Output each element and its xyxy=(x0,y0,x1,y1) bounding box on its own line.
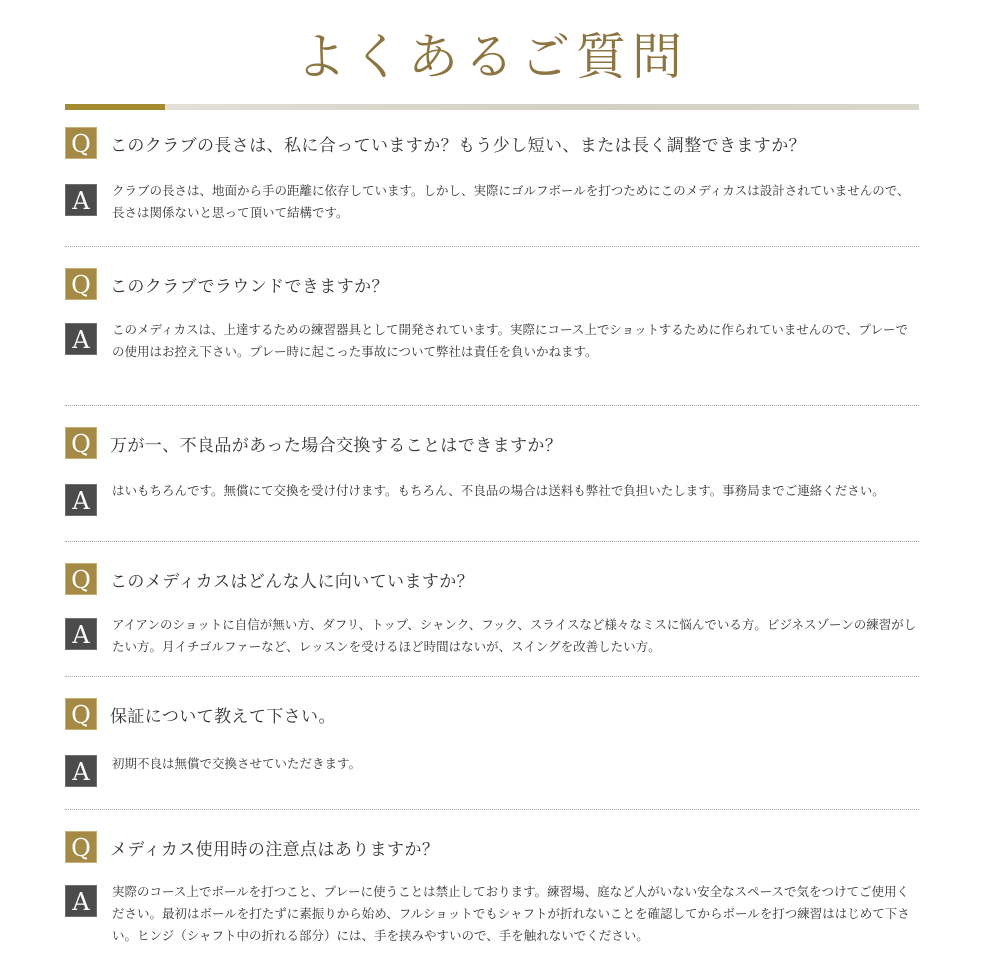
title-divider xyxy=(65,104,919,110)
faq-question-row xyxy=(65,562,919,596)
faq-question: このクラブでラウンドできますか？ xyxy=(110,276,389,297)
faq-question-row xyxy=(65,126,919,160)
faq-question-row xyxy=(65,830,919,864)
faq-question-row xyxy=(65,426,919,460)
faq-list xyxy=(65,126,919,947)
faq-question: メディカス使用時の注意点はありますか？ xyxy=(110,839,440,860)
answer-badge: A xyxy=(65,618,97,650)
question-badge: Q xyxy=(65,563,97,595)
faq-answer: アイアンのショットに自信が無い方、ダフリ、トップ、シャンク、フック、スライスなど様々なミスに悩んでいる方。ビジネスゾーンの練習がしたい方。月イチゴルファーなど、レッスンを受けるほど時間はないが、スイングを改善したい方。 xyxy=(112,617,917,654)
title-divider-accent xyxy=(65,104,165,110)
faq-answer: 初期不良は無償で交換させていただきます。 xyxy=(112,756,362,771)
question-badge: Q xyxy=(65,698,97,730)
faq-item xyxy=(65,126,919,247)
faq-answer-row xyxy=(65,751,919,787)
answer-badge: A xyxy=(65,755,97,787)
answer-badge: A xyxy=(65,885,97,917)
answer-badge: A xyxy=(65,484,97,516)
faq-item xyxy=(65,426,919,542)
faq-item xyxy=(65,697,919,810)
faq-answer-row xyxy=(65,180,919,224)
faq-question: 万が一、不良品があった場合交換することはできますか？ xyxy=(110,435,563,456)
faq-answer: 実際のコース上でボールを打つこと、プレーに使うことは禁止しております。練習場、庭など人がいない安全なスペースで気をつけてご使用ください。最初はボールを打たずに素振りから始め、フルショットでもシャフトが折れないことを確認してからボールを打つ練習ははじめて下さい。ヒンジ（シャフト中の折れる部分）には、手を挟みやすいので、手を触れないでください。 xyxy=(112,884,910,943)
page-title: よくあるご質問 xyxy=(296,28,688,86)
faq-answer-row xyxy=(65,614,919,658)
question-badge: Q xyxy=(65,127,97,159)
faq-answer: このメディカスは、上達するための練習器具として開発されています。実際にコース上でショットするために作られていませんので、プレーでの使用はお控え下さい。プレー時に起こった事故について弊社は責任を負いかねます。 xyxy=(112,322,909,359)
faq-question: 保証について教えて下さい。 xyxy=(110,706,336,727)
faq-question: このクラブの長さは、私に合っていますか？もう少し短い、または長く調整できますか？ xyxy=(110,135,806,156)
faq-question-row xyxy=(65,697,919,731)
question-badge: Q xyxy=(65,831,97,863)
faq-answer-row xyxy=(65,480,919,516)
answer-badge: A xyxy=(65,323,97,355)
answer-badge: A xyxy=(65,184,97,216)
faq-question: このメディカスはどんな人に向いていますか？ xyxy=(110,571,475,592)
question-badge: Q xyxy=(65,268,97,300)
faq-item xyxy=(65,267,919,406)
faq-item xyxy=(65,830,919,947)
faq-item xyxy=(65,562,919,677)
faq-question-row xyxy=(65,267,919,301)
faq-answer-row xyxy=(65,881,919,947)
faq-answer: はいもちろんです。無償にて交換を受け付けます。もちろん、不良品の場合は送料も弊社で負担いたします。事務局までご連絡ください。 xyxy=(112,483,885,498)
question-badge: Q xyxy=(65,427,97,459)
faq-answer: クラブの長さは、地面から手の距離に依存しています。しかし、実際にゴルフボールを打つためにこのメディカスは設計されていませんので、長さは関係ないと思って頂いて結構です。 xyxy=(112,183,910,220)
faq-answer-row xyxy=(65,319,919,363)
